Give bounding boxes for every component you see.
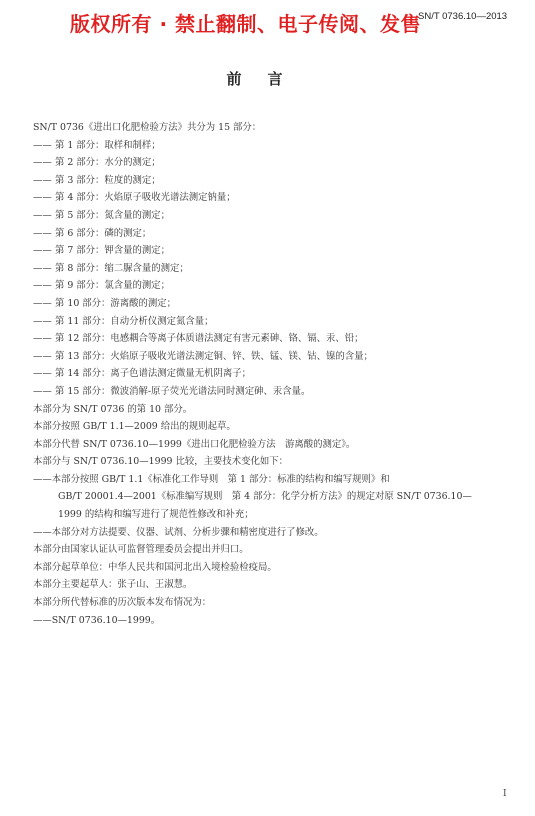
paragraph: 本部分为 SN/T 0736 的第 10 部分。 — [33, 403, 193, 415]
list-dash: —— — [33, 333, 52, 345]
part-list-text: 第 14 部分：离子色谱法测定微量无机阴离子； — [55, 368, 252, 380]
change-item-line: GB/T 20001.4—2001《标准编写规则 第 4 部分：化学分析方法》的规定对原 SN/T 0736.10— — [58, 491, 472, 503]
paragraph: 本部分与 SN/T 0736.10—1999 比较，主要技术变化如下： — [33, 456, 288, 468]
standard-code: SN/T 0736.10—2013 — [418, 11, 508, 22]
part-list-item — [33, 260, 513, 278]
list-dash: —— — [33, 280, 52, 292]
part-list-item — [33, 207, 513, 225]
change-item: ——本部分对方法提要、仪器、试剂、分析步骤和精密度进行了修改。 — [33, 526, 324, 538]
paragraph: 本部分所代替标准的历次版本发布情况为： — [33, 597, 212, 609]
list-dash: —— — [33, 262, 52, 274]
part-list-item — [33, 189, 513, 207]
part-list-text: 第 5 部分：氮含量的测定； — [55, 209, 171, 221]
part-list-text: 第 9 部分：氯含量的测定； — [55, 280, 171, 292]
part-list-text: 第 6 部分：磷的测定； — [55, 227, 152, 239]
part-list-item — [33, 295, 513, 313]
part-list-item — [33, 225, 513, 243]
paragraph: 本部分由国家认证认可监督管理委员会提出并归口。 — [33, 544, 249, 556]
part-list-item — [33, 348, 513, 366]
part-list-item — [33, 313, 513, 331]
part-list-item — [33, 330, 513, 348]
part-list-item — [33, 137, 513, 155]
list-dash: —— — [33, 227, 52, 239]
change-item-line: 1999 的结构和编写进行了规范性修改和补充； — [58, 509, 254, 521]
part-list-text: 第 2 部分：水分的测定； — [55, 157, 161, 169]
part-list-item — [33, 277, 513, 295]
list-dash: —— — [33, 174, 52, 186]
history-item: ——SN/T 0736.10—1999。 — [33, 614, 161, 626]
page-title: 前言 — [226, 70, 309, 88]
paragraph: 本部分主要起草人：张子山、王淑慧。 — [33, 579, 193, 591]
part-list-text: 第 8 部分：缩二脲含量的测定； — [55, 262, 189, 274]
part-list-text: 第 12 部分：电感耦合等离子体质谱法测定有害元素砷、铬、镉、汞、铅； — [55, 333, 364, 345]
part-list-text: 第 13 部分：火焰原子吸收光谱法测定铜、锌、铁、锰、镁、钴、镍的含量； — [55, 350, 373, 362]
page-number: I — [503, 789, 507, 799]
foreword-body — [33, 119, 513, 629]
part-list-text: 第 3 部分：粒度的测定； — [55, 174, 161, 186]
part-list-text: 第 1 部分：取样和制样； — [55, 139, 161, 151]
part-list-text: 第 11 部分：自动分析仪测定氮含量； — [55, 315, 214, 327]
copyright-watermark: 版权所有 · 禁止翻制、电子传阅、发售 — [70, 12, 422, 36]
list-dash: —— — [33, 139, 52, 151]
list-dash: —— — [33, 297, 52, 309]
part-list-item — [33, 242, 513, 260]
change-item-line: ——本部分按照 GB/T 1.1《标准化工作导则 第 1 部分：标准的结构和编写规则》和 — [33, 473, 390, 485]
paragraph: 本部分起草单位：中华人民共和国河北出入境检验检疫局。 — [33, 561, 277, 573]
part-list-text: 第 10 部分：游离酸的测定； — [55, 297, 177, 309]
list-dash: —— — [33, 350, 52, 362]
paragraph: 本部分按照 GB/T 1.1—2009 给出的规则起草。 — [33, 421, 236, 433]
list-dash: —— — [33, 209, 52, 221]
list-dash: —— — [33, 192, 52, 204]
list-dash: —— — [33, 315, 52, 327]
part-list-text: 第 15 部分：微波消解-原子荧光光谱法同时测定砷、汞含量。 — [55, 385, 311, 397]
list-dash: —— — [33, 245, 52, 257]
part-list-text: 第 7 部分：钾含量的测定； — [55, 245, 171, 257]
part-list-item — [33, 154, 513, 172]
list-dash: —— — [33, 368, 52, 380]
part-list-item — [33, 172, 513, 190]
part-list-item — [33, 383, 513, 401]
part-list-text: 第 4 部分：火焰原子吸收光谱法测定钠量； — [55, 192, 236, 204]
parts-list — [33, 137, 513, 401]
list-dash: —— — [33, 385, 52, 397]
paragraph: 本部分代替 SN/T 0736.10—1999《进出口化肥检验方法 游离酸的测定》。 — [33, 438, 356, 450]
part-list-item — [33, 365, 513, 383]
intro-line: SN/T 0736《进出口化肥检验方法》共分为 15 部分： — [33, 122, 262, 133]
list-dash: —— — [33, 157, 52, 169]
